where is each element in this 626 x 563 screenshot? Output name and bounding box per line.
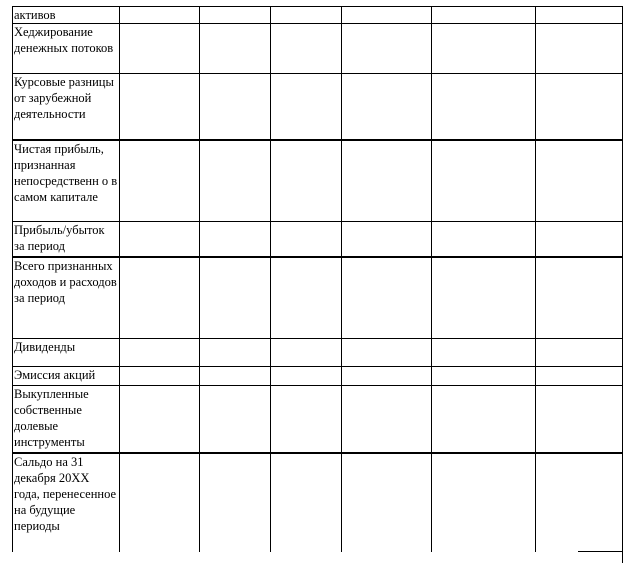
table-cell bbox=[200, 7, 271, 24]
row-label-share-issue: Эмиссия акций bbox=[13, 367, 120, 386]
table-cell bbox=[200, 222, 271, 257]
table-cell bbox=[200, 257, 271, 339]
equity-statement-table-fragment bbox=[12, 6, 622, 563]
table-cell bbox=[200, 386, 271, 453]
table-cell bbox=[271, 257, 342, 339]
table-cell bbox=[536, 367, 623, 386]
table-row bbox=[13, 140, 623, 222]
table-cell bbox=[342, 367, 432, 386]
table-cell bbox=[432, 222, 536, 257]
table-cell bbox=[120, 386, 200, 453]
table-cell bbox=[271, 367, 342, 386]
table-cell bbox=[271, 74, 342, 140]
table-cell bbox=[432, 257, 536, 339]
row-label-net-income-in-equity: Чистая прибыль, признанная непосредственн о в самом капитале bbox=[13, 140, 120, 222]
bottom-rule bbox=[578, 551, 622, 552]
table-row bbox=[13, 7, 623, 24]
table-cell bbox=[271, 140, 342, 222]
table-row bbox=[13, 386, 623, 453]
table-cell bbox=[536, 222, 623, 257]
table-cell bbox=[120, 74, 200, 140]
table-cell bbox=[432, 453, 536, 563]
table-cell bbox=[120, 222, 200, 257]
table-cell bbox=[342, 222, 432, 257]
table-cell bbox=[342, 74, 432, 140]
page-bottom-mask bbox=[12, 552, 622, 563]
table-cell bbox=[432, 367, 536, 386]
table-cell bbox=[432, 339, 536, 367]
table-cell bbox=[271, 453, 342, 563]
table-cell bbox=[200, 339, 271, 367]
row-label-cash-flow-hedging: Хеджирование денежных потоков bbox=[13, 24, 120, 74]
table-cell bbox=[432, 74, 536, 140]
table-cell bbox=[536, 74, 623, 140]
equity-changes-table bbox=[12, 6, 623, 563]
table-cell bbox=[271, 222, 342, 257]
table-row bbox=[13, 24, 623, 74]
table-cell bbox=[536, 24, 623, 74]
table-row bbox=[13, 222, 623, 257]
table-cell bbox=[200, 74, 271, 140]
table-cell bbox=[432, 140, 536, 222]
table-cell bbox=[120, 339, 200, 367]
table-cell bbox=[200, 367, 271, 386]
table-row bbox=[13, 74, 623, 140]
table-cell bbox=[120, 24, 200, 74]
table-cell bbox=[200, 24, 271, 74]
table-cell bbox=[342, 453, 432, 563]
table-row bbox=[13, 257, 623, 339]
table-cell bbox=[432, 7, 536, 24]
table-cell bbox=[536, 453, 623, 563]
table-cell bbox=[342, 386, 432, 453]
table-cell bbox=[200, 453, 271, 563]
table-cell bbox=[342, 339, 432, 367]
table-cell bbox=[342, 257, 432, 339]
row-label-profit-loss: Прибыль/убыток за период bbox=[13, 222, 120, 257]
table-cell bbox=[536, 140, 623, 222]
table-cell bbox=[271, 7, 342, 24]
table-cell bbox=[342, 24, 432, 74]
table-cell bbox=[271, 386, 342, 453]
table-cell bbox=[271, 24, 342, 74]
row-label-assets: активов bbox=[13, 7, 120, 24]
table-cell bbox=[432, 386, 536, 453]
table-row bbox=[13, 367, 623, 386]
table-cell bbox=[120, 257, 200, 339]
table-cell bbox=[120, 367, 200, 386]
table-cell bbox=[536, 339, 623, 367]
table-cell bbox=[342, 140, 432, 222]
table-cell bbox=[342, 7, 432, 24]
table-row bbox=[13, 453, 623, 563]
row-label-closing-balance: Сальдо на 31 декабря 20ХХ года, перенесенное на будущие периоды bbox=[13, 453, 120, 563]
row-label-dividends: Дивиденды bbox=[13, 339, 120, 367]
row-label-total-recognized: Всего признанных доходов и расходов за период bbox=[13, 257, 120, 339]
table-cell bbox=[536, 257, 623, 339]
table-cell bbox=[120, 453, 200, 563]
table-cell bbox=[536, 7, 623, 24]
table-row bbox=[13, 339, 623, 367]
table-cell bbox=[120, 140, 200, 222]
table-cell bbox=[432, 24, 536, 74]
table-cell bbox=[200, 140, 271, 222]
row-label-treasury-shares: Выкупленные собственные долевые инструменты bbox=[13, 386, 120, 453]
table-cell bbox=[120, 7, 200, 24]
row-label-fx-differences: Курсовые разницы от зарубежной деятельности bbox=[13, 74, 120, 140]
table-cell bbox=[536, 386, 623, 453]
table-cell bbox=[271, 339, 342, 367]
